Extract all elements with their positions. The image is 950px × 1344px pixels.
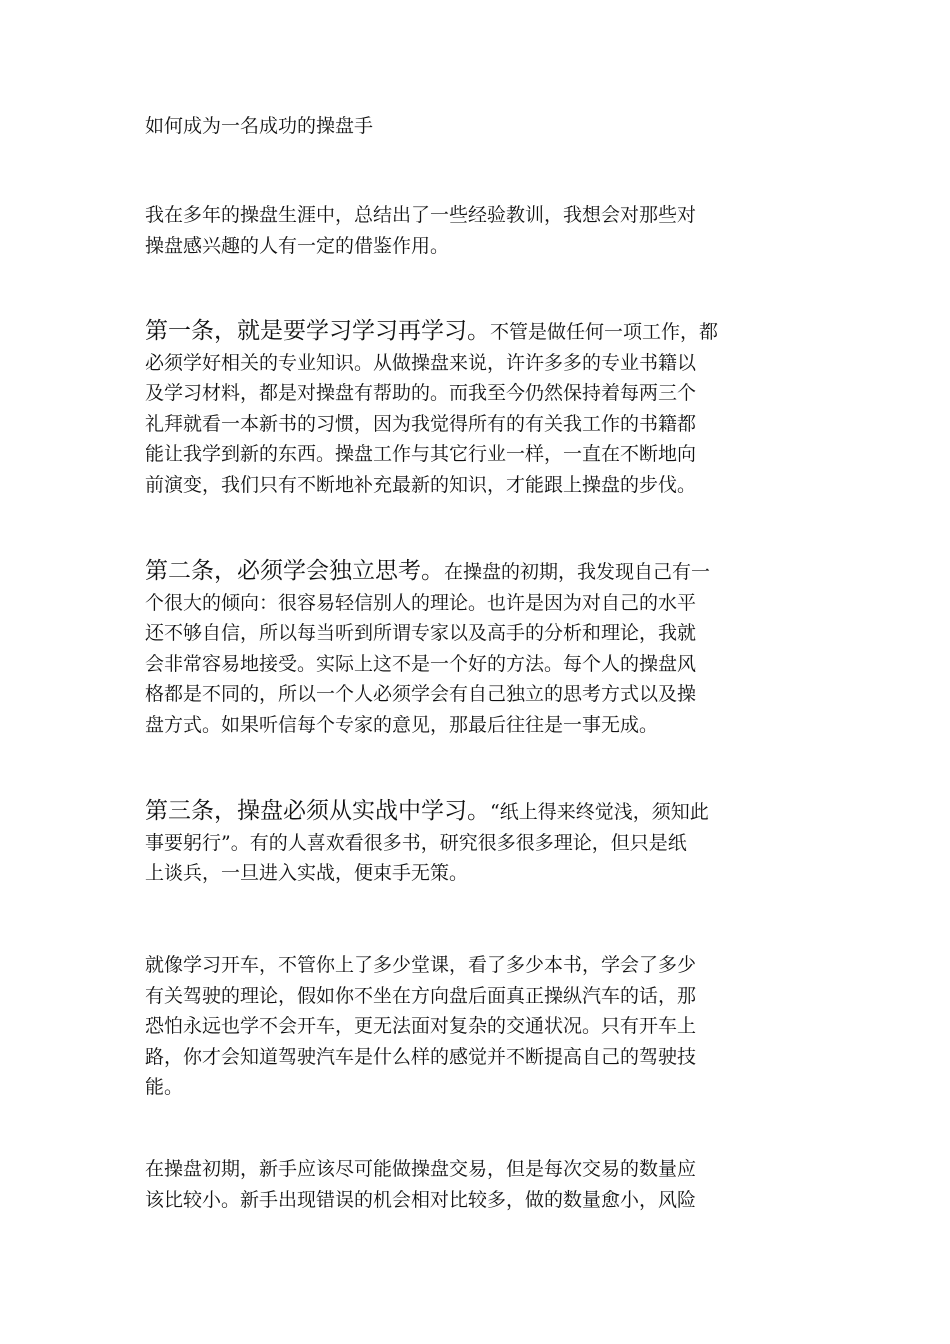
rule-heading: 第一条，就是要学习学习再学习。	[145, 318, 490, 344]
rule-three-paragraph	[145, 796, 805, 889]
paragraph-line: 还不够自信，所以每当听到所谓专家以及高手的分析和理论，我就	[145, 622, 697, 644]
paragraph-line: 在操盘初期，新手应该尽可能做操盘交易，但是每次交易的数量应	[145, 1158, 697, 1180]
paragraph-text: 不管是做任何一项工作，都	[490, 321, 719, 343]
paragraph-line: 事要躬行”。有的人喜欢看很多书，研究很多很多理论，但只是纸	[145, 831, 687, 854]
paragraph-line: 能让我学到新的东西。操盘工作与其它行业一样，一直在不断地向	[145, 443, 697, 465]
paragraph-line: 路，你才会知道驾驶汽车是什么样的感觉并不断提高自己的驾驶技	[145, 1045, 697, 1068]
rule-one-paragraph	[145, 316, 805, 500]
paragraph-first-line	[145, 316, 805, 348]
paragraph-line: 就像学习开车，不管你上了多少堂课，看了多少本书，学会了多少	[145, 954, 697, 976]
paragraph-first-line	[145, 796, 805, 828]
paragraph-line: 前演变，我们只有不断地补充最新的知识，才能跟上操盘的步伐。	[145, 473, 697, 496]
paragraph-first-line	[145, 556, 805, 588]
paragraph-line: 操盘感兴趣的人有一定的借鉴作用。	[145, 234, 450, 257]
paragraph-line: 格都是不同的，所以一个人必须学会有自己独立的思考方式以及操	[145, 683, 697, 705]
paragraph-line: 上谈兵，一旦进入实战，便束手无策。	[145, 862, 469, 884]
rule-heading: 第二条，必须学会独立思考。	[145, 558, 444, 584]
document-title: 如何成为一名成功的操盘手	[145, 115, 374, 137]
paragraph-line: 会非常容易地接受。实际上这不是一个好的方法。每个人的操盘风	[145, 652, 697, 675]
intro-paragraph	[145, 200, 805, 261]
paragraph-line: 必须学好相关的专业知识。从做操盘来说，许许多多的专业书籍以	[145, 351, 697, 374]
paragraph-line: 恐怕永远也学不会开车，更无法面对复杂的交通状况。只有开车上	[145, 1015, 697, 1037]
paragraph-line: 个很大的倾向：很容易轻信别人的理论。也许是因为对自己的水平	[145, 591, 697, 614]
paragraph-line: 有关驾驶的理论，假如你不坐在方向盘后面真正操纵汽车的话，那	[145, 984, 697, 1007]
rule-heading: 第三条，操盘必须从实战中学习。	[145, 798, 490, 824]
paragraph-text: 在操盘的初期，我发现自己有一	[444, 561, 711, 583]
paragraph-text: “纸上得来终觉浅，须知此	[490, 801, 709, 823]
paragraph-line: 礼拜就看一本新书的习惯，因为我觉得所有的有关我工作的书籍都	[145, 412, 697, 435]
rule-two-paragraph	[145, 556, 805, 740]
paragraph-line: 该比较小。新手出现错误的机会相对比较多，做的数量愈小，风险	[145, 1188, 697, 1211]
paragraph-line: 及学习材料，都是对操盘有帮助的。而我至今仍然保持着每两三个	[145, 382, 697, 404]
beginner-paragraph	[145, 1154, 805, 1215]
paragraph-line: 我在多年的操盘生涯中，总结出了一些经验教训，我想会对那些对	[145, 204, 697, 226]
paragraph-line: 盘方式。如果听信每个专家的意见，那最后往往是一事无成。	[145, 713, 659, 736]
paragraph-line: 能。	[145, 1076, 184, 1098]
driving-analogy-paragraph	[145, 950, 805, 1103]
